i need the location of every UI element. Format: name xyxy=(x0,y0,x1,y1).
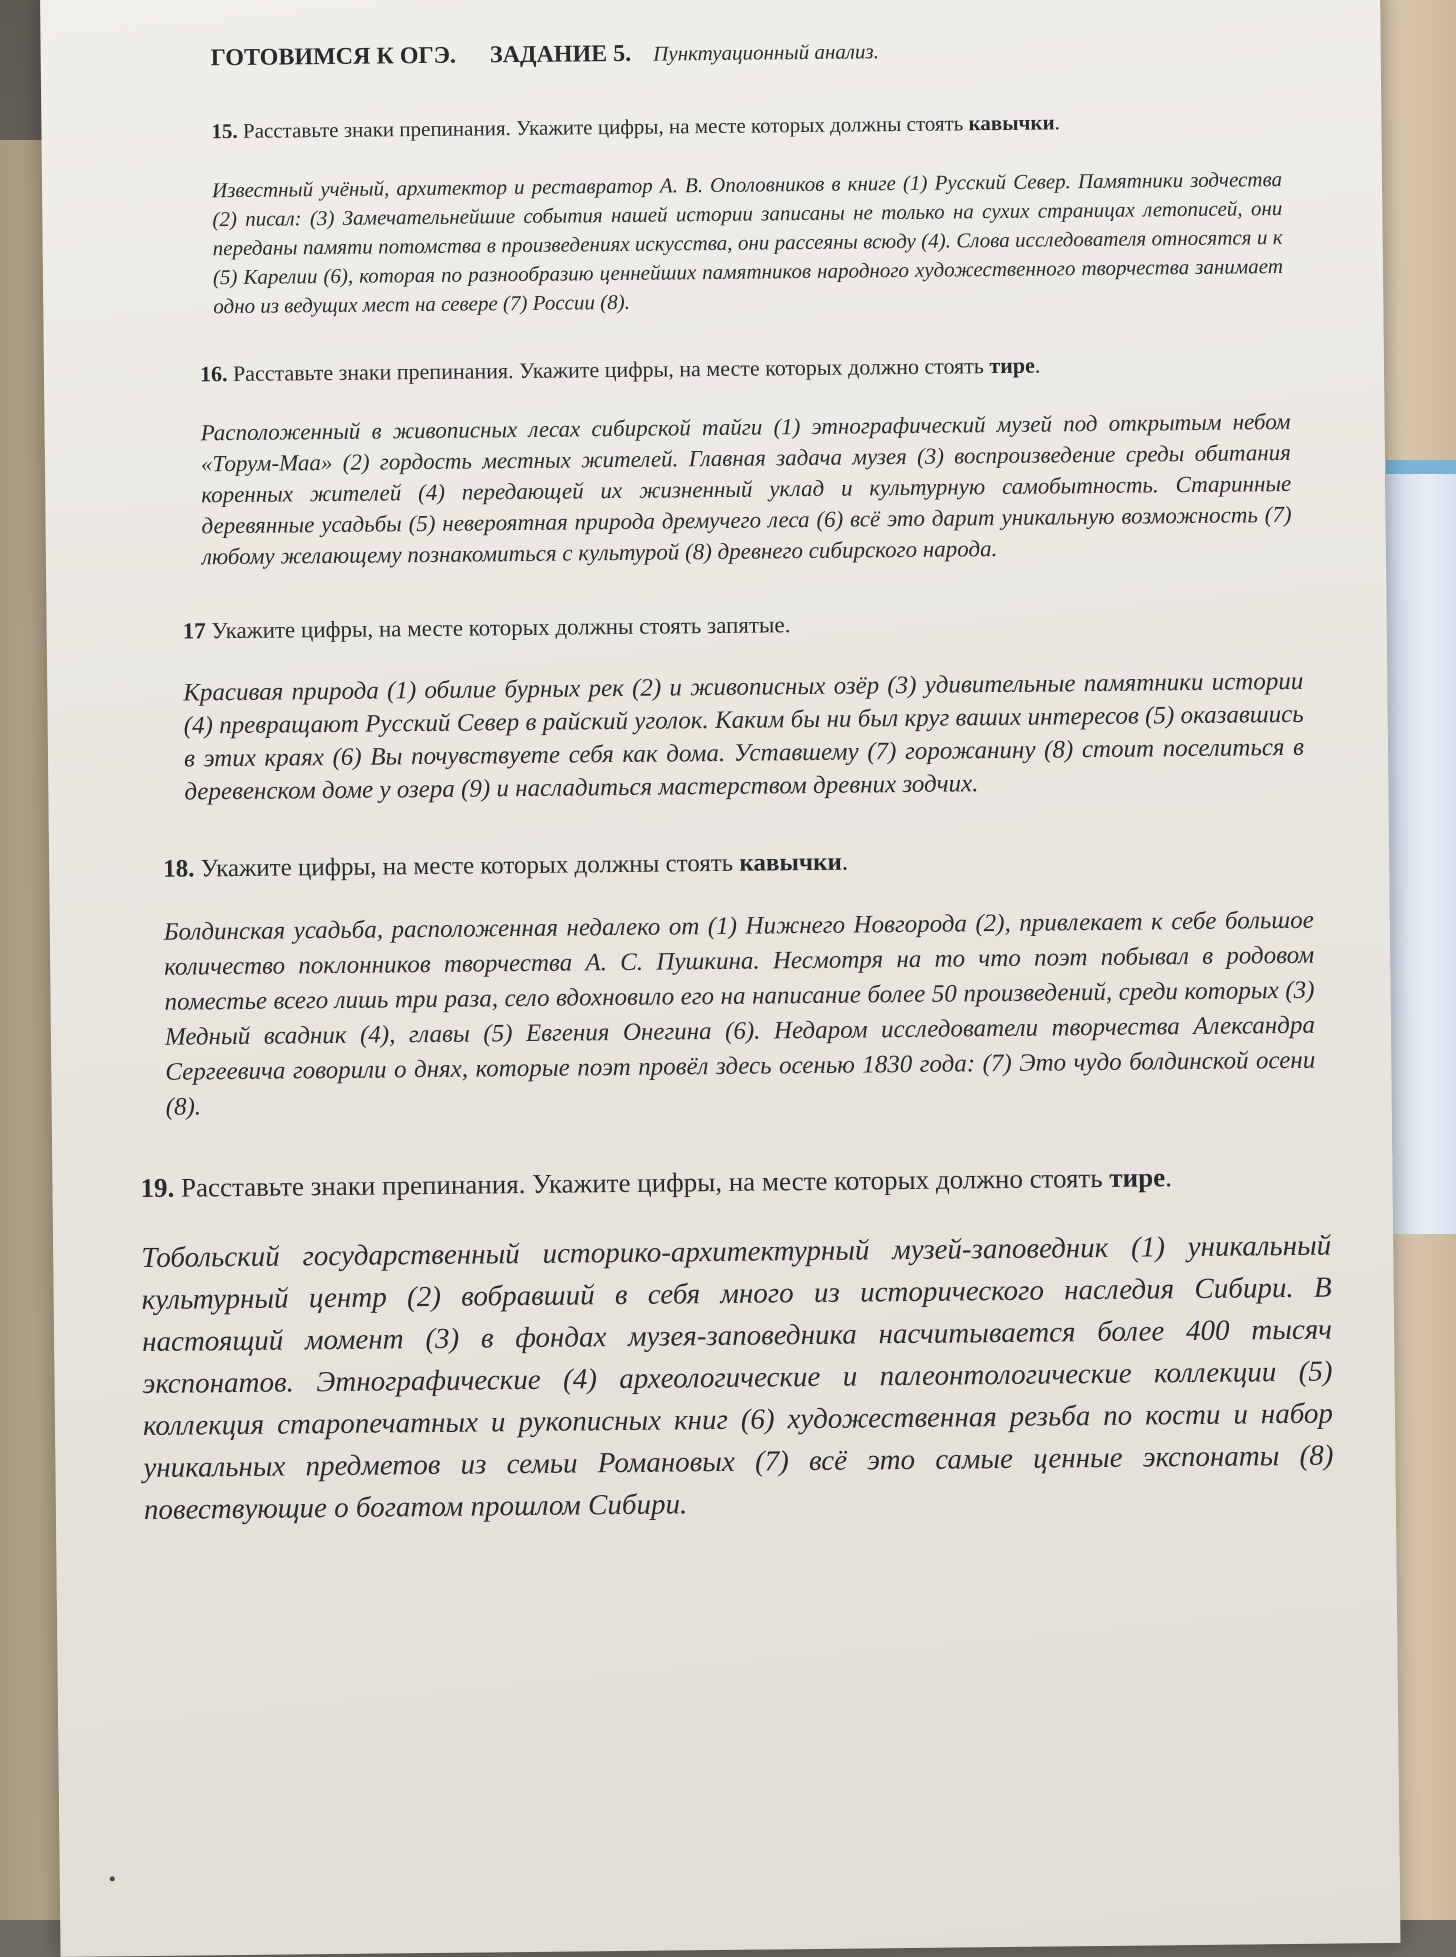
task-prompt-text: Укажите цифры, на месте которых должны стоять xyxy=(200,849,734,883)
task-16 xyxy=(200,348,1292,572)
task-number: 17 xyxy=(182,618,206,644)
task-prompt-text: Расставьте знаки препинания. Укажите цифры, на месте которых должно стоять xyxy=(232,353,985,387)
task-17 xyxy=(183,605,1305,809)
task-passage: Расположенный в живописных лесах сибирской тайги (1) этнографический музей под открытым небом «Торум-Маа» (2) гордость местных жителей. Главная задача музея (3) воспроизведение среды обитания коренных жителей (4) передающей их жизненный уклад и культурную самобытность. Старинные деревянные усадьбы (5) невероятная природа дремучего леса (6) всё это дарит уникальную возможность (7) любому желающему познакомиться с культурой (8) древнего сибирского народа. xyxy=(200,408,1292,570)
task-number: 18. xyxy=(163,855,195,883)
task-18 xyxy=(163,843,1316,1125)
task-number: 19. xyxy=(140,1172,175,1204)
task-number: 15. xyxy=(211,118,238,144)
task-15 xyxy=(211,105,1283,321)
task-prompt xyxy=(140,1161,1330,1203)
task-prompt-text: Расставьте знаки препинания. Укажите цифры, на месте которых должны стоять xyxy=(242,111,964,143)
task-passage: Красивая природа (1) обилие бурных рек (2) и живописных озёр (3) удивительные памятники истории (4) превращают Русский Север в райский уголок. Каким бы ни был круг ваших интересов (5) оказавшись в этих краях (6) Вы почувствуете себя как дома. Уставшему (7) горожанину (8) стоит поселиться в деревенском доме у озера (9) и насладиться мастерством древних зодчих. xyxy=(183,667,1305,806)
header-prep: ГОТОВИМСЯ К ОГЭ. xyxy=(210,42,457,72)
task-passage: Болдинская усадьба, расположенная недалеко от (1) Нижнего Новгорода (2), привлекает к себе большое количество поклонников творчества А. С. Пушкина. Несмотря на то что поэт побывал в родовом поместье всего лишь три раза, село вдохновило его на написание более 50 произведений, среди которых (3) Медный всадник (4), главы (5) Евгения Онегина (6). Недаром исследователи творчества Александра Сергеевича говорили о днях, которые поэт провёл здесь осенью 1830 года: (7) Это чудо болдинской осени (8). xyxy=(163,906,1316,1121)
task-prompt xyxy=(211,105,1281,146)
task-passage: Тобольский государственный историко-архитектурный музей-заповедник (1) уникальный культурный центр (2) вобравший в себя много из исторического наследия Сибири. В настоящий момент (3) в фондах музея-заповедника насчитывается более 400 тысяч экспонатов. Этнографические (4) археологические и палеонтологические коллекции (5) коллекция старопечатных и рукописных книг (6) художественная резьба по кости и набор уникальных предметов из семьи Романовых (7) всё это самые ценные экспонаты (8) повествующие о богатом прошлом Сибири. xyxy=(141,1229,1334,1527)
task-prompt-emphasis: кавычки xyxy=(739,848,842,877)
task-prompt xyxy=(183,605,1303,647)
header-task: ЗАДАНИЕ 5. xyxy=(489,40,632,69)
task-number: 16. xyxy=(199,361,228,387)
task-prompt xyxy=(163,843,1313,885)
task-19 xyxy=(140,1161,1334,1531)
task-prompt-emphasis: тире xyxy=(989,352,1035,379)
task-prompt-end: . xyxy=(1164,1162,1173,1193)
task-prompt-end: . xyxy=(841,848,849,876)
task-prompt-text: Укажите цифры, на месте которых должны стоять запятые. xyxy=(211,612,791,644)
task-prompt-end: . xyxy=(1054,110,1060,135)
task-passage: Известный учёный, архитектор и реставратор А. В. Ополовников в книге (1) Русский Север. Памятники зодчества (2) писал: (3) Замечательнейшие события нашей истории записаны не только на сухих страницах летописей, они переданы памяти потомства в произведениях искусства, они рассеяны всюду (4). Слова исследователя относятся и к (5) Карелии (6), которая по разнообразию ценнейших памятников народного художественного творчества занимает одно из ведущих мест на севере (7) России (8). xyxy=(211,167,1284,319)
task-prompt-emphasis: кавычки xyxy=(968,110,1055,136)
task-prompt-end: . xyxy=(1034,352,1041,378)
worksheet-content xyxy=(110,13,1376,1531)
blue-package xyxy=(1386,460,1456,1234)
worksheet-header xyxy=(211,33,1361,72)
paper-speck xyxy=(110,1876,115,1881)
worksheet-page xyxy=(40,0,1400,1957)
task-prompt-emphasis: тире xyxy=(1109,1162,1166,1193)
task-prompt xyxy=(200,348,1290,389)
header-subtitle: Пунктуационный анализ. xyxy=(653,39,880,66)
task-prompt-text: Расставьте знаки препинания. Укажите цифры, на месте которых должно стоять xyxy=(180,1162,1103,1203)
